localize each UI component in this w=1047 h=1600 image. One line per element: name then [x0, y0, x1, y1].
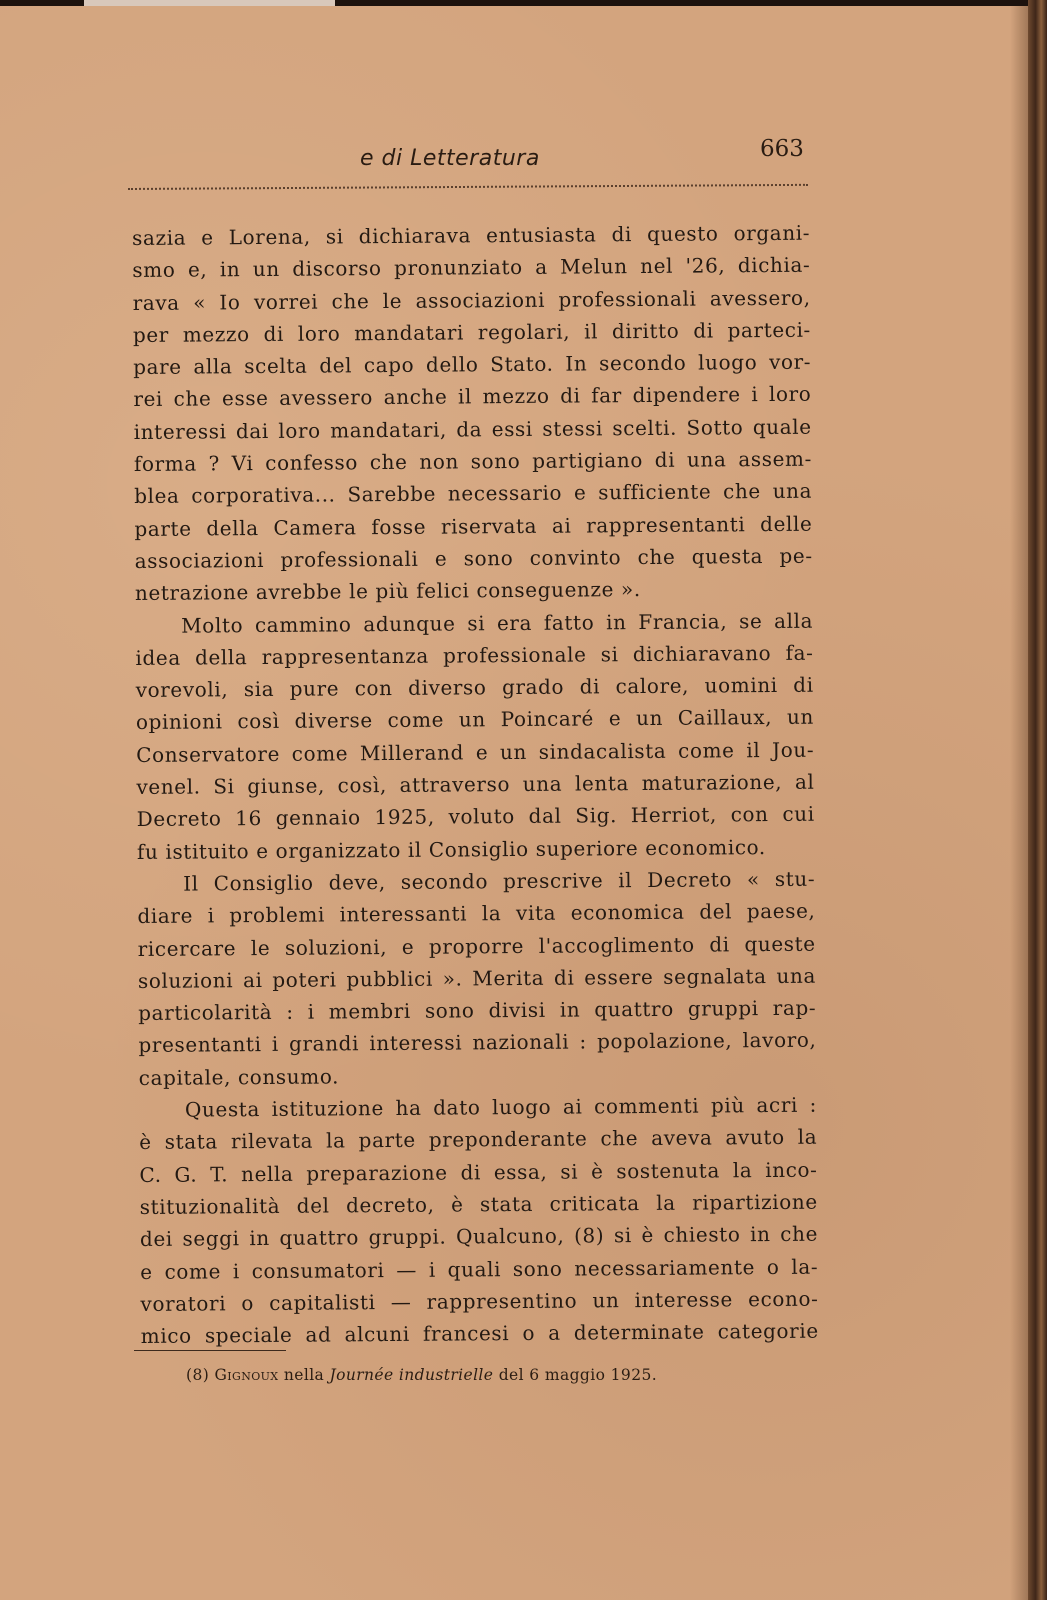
text-line: per mezzo di loro mandatari regolari, il diritto di parteci-	[132, 317, 811, 347]
page-gutter-shadow	[1010, 6, 1028, 1600]
text-line: rei che esse avessero anche il mezzo di far dipendere i loro	[133, 382, 812, 412]
text-line: Il Consiglio deve, secondo prescrive il Decreto « stu-	[183, 866, 816, 896]
footnote-date: del 6 maggio 1925.	[498, 1366, 658, 1384]
text-line: idea della rappresentanza professionale si dichiaravano fa-	[135, 640, 814, 670]
text-line: vorevoli, sia pure con diverso grado di calore, uomini di	[135, 672, 814, 703]
text-line: blea corporativa... Sarebbe necessario e sufficiente che una	[134, 479, 813, 509]
text-line: venel. Si giunse, così, attraverso una lenta maturazione, al	[136, 769, 815, 800]
text-line: interessi dai loro mandatari, da essi stessi scelti. Sotto quale	[133, 414, 812, 444]
running-head: e di Letteratura	[360, 146, 540, 171]
footnote-author: Gignoux	[214, 1366, 279, 1384]
text-line: presentanti i grandi interessi nazionali : popolazione, lavoro,	[138, 1028, 817, 1058]
text-line: pare alla scelta del capo dello Stato. In secondo luogo vor-	[133, 349, 812, 380]
footnote-text: nella	[283, 1366, 325, 1384]
text-line: e come i consumatori — i quali sono necessariamente o la-	[140, 1254, 819, 1284]
text-line: Questa istituzione ha dato luogo ai commenti più acri :	[184, 1092, 818, 1122]
text-line: è stata rilevata la parte preponderante che aveva avuto la	[139, 1124, 818, 1155]
footnote-rule	[134, 1350, 286, 1351]
footnote	[186, 1366, 657, 1384]
text-line: particolarità : i membri sono divisi in quattro gruppi rap-	[138, 995, 817, 1026]
book-spine-edge	[1028, 0, 1047, 1600]
text-line: stituzionalità del decreto, è stata criticata la ripartizione	[139, 1189, 818, 1219]
text-line: smo e, in un discorso pronunziato a Melun nel '26, dichia-	[132, 252, 811, 283]
text-line: voratori o capitalisti — rappresentino un interesse econo-	[140, 1286, 819, 1316]
text-line: C. G. T. nella preparazione di essa, si è sostenuta la inco-	[139, 1157, 818, 1187]
text-line: ricercare le soluzioni, e proporre l'accoglimento di queste	[137, 931, 816, 961]
footnote-journal: Journée industrielle	[329, 1366, 494, 1384]
text-line: capitale, consumo.	[138, 1064, 340, 1090]
text-line: Decreto 16 gennaio 1925, voluto dal Sig. Herriot, con cui	[136, 802, 815, 832]
text-line: mico speciale ad alcuni francesi o a determinate categorie	[140, 1318, 819, 1349]
text-line: netrazione avrebbe le più felici conseguenze ».	[134, 577, 641, 606]
footnote-mark: (8)	[186, 1366, 210, 1384]
text-line: parte della Camera fosse riservata ai rappresentanti delle	[134, 511, 813, 541]
text-line: sazia e Lorena, si dichiarava entusiasta di questo organi-	[132, 220, 811, 250]
text-line: opinioni così diverse come un Poincaré e un Caillaux, un	[135, 705, 815, 735]
text-line: forma ? Vi confesso che non sono partigiano di una assem-	[133, 446, 812, 477]
text-line: Molto cammino adunque si era fatto in Francia, se alla	[181, 608, 814, 638]
text-line: fu istituito e organizzato il Consiglio superiore economico.	[136, 834, 766, 864]
page-number: 663	[760, 136, 804, 162]
text-line: dei seggi in quattro gruppi. Qualcuno, (8) si è chiesto in che	[139, 1221, 819, 1252]
text-line: rava « Io vorrei che le associazioni professionali avessero,	[132, 285, 811, 315]
text-line: Conservatore come Millerand e un sindacalista come il Jou-	[136, 737, 815, 767]
body-text	[132, 217, 819, 1353]
text-line: diare i problemi interessanti la vita economica del paese,	[137, 898, 816, 929]
text-line: associazioni professionali e sono convinto che questa pe-	[134, 543, 813, 573]
text-line: soluzioni ai poteri pubblici ». Merita di essere segnalata una	[137, 963, 817, 993]
